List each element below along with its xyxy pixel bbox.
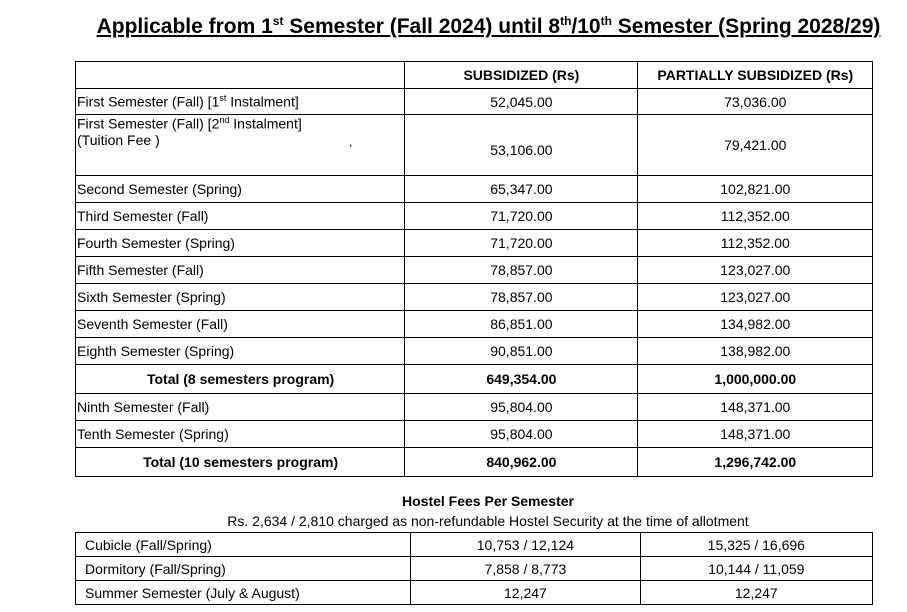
header-partially-subsidized: PARTIALLY SUBSIDIZED (Rs) <box>637 62 872 89</box>
total-row-8-semesters <box>76 365 873 394</box>
row-label: Fourth Semester (Spring) <box>76 230 405 257</box>
semester-fees-table <box>75 61 873 477</box>
partial-value: 10,144 / 11,059 <box>640 557 872 581</box>
table-row <box>76 284 873 311</box>
table-row <box>76 581 873 605</box>
subsidized-value: 12,247 <box>411 581 640 605</box>
row-label: Summer Semester (July & August) <box>76 581 411 605</box>
partial-value: 112,352.00 <box>637 203 872 230</box>
subsidized-value: 71,720.00 <box>405 203 637 230</box>
partial-value: 148,371.00 <box>637 394 872 421</box>
total-partial: 1,000,000.00 <box>637 365 872 394</box>
partial-value: 15,325 / 16,696 <box>640 533 872 557</box>
subsidized-value: 86,851.00 <box>405 311 637 338</box>
partial-value: 148,371.00 <box>637 421 872 448</box>
table-row <box>76 176 873 203</box>
partial-value: 112,352.00 <box>637 230 872 257</box>
row-label: Seventh Semester (Fall) <box>76 311 405 338</box>
partial-value: 134,982.00 <box>637 311 872 338</box>
subsidized-value: 52,045.00 <box>405 89 637 115</box>
row-label: Fifth Semester (Fall) <box>76 257 405 284</box>
subsidized-value: 10,753 / 12,124 <box>411 533 640 557</box>
row-label: First Semester (Fall) [2nd Instalment] (Tuition Fee ) , <box>76 115 405 176</box>
partial-value: 123,027.00 <box>637 284 872 311</box>
table-row <box>76 338 873 365</box>
subsidized-value: 95,804.00 <box>405 394 637 421</box>
hostel-security-note: Rs. 2,634 / 2,810 charged as non-refundable Hostel Security at the time of allotment <box>227 513 749 529</box>
total-label: Total (10 semesters program) <box>76 448 405 477</box>
stray-mark: , <box>349 135 353 149</box>
total-subsidized: 840,962.00 <box>405 448 637 477</box>
subsidized-value: 95,804.00 <box>405 421 637 448</box>
hostel-fees-heading: Hostel Fees Per Semester <box>402 493 574 509</box>
total-row-10-semesters <box>76 448 873 477</box>
table-row <box>76 421 873 448</box>
partial-value: 123,027.00 <box>637 257 872 284</box>
header-empty-cell <box>76 62 405 89</box>
table-row <box>76 257 873 284</box>
row-label: Cubicle (Fall/Spring) <box>76 533 411 557</box>
table-row <box>76 533 873 557</box>
subsidized-value: 65,347.00 <box>405 176 637 203</box>
row-label: Third Semester (Fall) <box>76 203 405 230</box>
partial-value: 12,247 <box>640 581 872 605</box>
total-partial: 1,296,742.00 <box>637 448 872 477</box>
table-row <box>76 115 873 176</box>
row-label: Dormitory (Fall/Spring) <box>76 557 411 581</box>
table-row <box>76 230 873 257</box>
table-row <box>76 89 873 115</box>
subsidized-value: 90,851.00 <box>405 338 637 365</box>
header-subsidized: SUBSIDIZED (Rs) <box>405 62 637 89</box>
total-label: Total (8 semesters program) <box>76 365 405 394</box>
page-title: Applicable from 1st Semester (Fall 2024) until 8th/10th Semester (Spring 2028/29) <box>96 14 881 38</box>
partial-value: 102,821.00 <box>637 176 872 203</box>
row-label: Second Semester (Spring) <box>76 176 405 203</box>
table-header-row <box>76 62 873 89</box>
partial-value: 138,982.00 <box>637 338 872 365</box>
table-row <box>76 311 873 338</box>
subsidized-value: 78,857.00 <box>405 284 637 311</box>
partial-value: 79,421.00 <box>637 115 872 176</box>
table-row <box>76 557 873 581</box>
total-subsidized: 649,354.00 <box>405 365 637 394</box>
subsidized-value: 71,720.00 <box>405 230 637 257</box>
row-label: Tenth Semester (Spring) <box>76 421 405 448</box>
subsidized-value: 7,858 / 8,773 <box>411 557 640 581</box>
table-row <box>76 394 873 421</box>
table-row <box>76 203 873 230</box>
subsidized-value: 53,106.00 <box>405 115 637 176</box>
hostel-fees-table <box>75 532 873 605</box>
row-label: Sixth Semester (Spring) <box>76 284 405 311</box>
subsidized-value: 78,857.00 <box>405 257 637 284</box>
row-label: Eighth Semester (Spring) <box>76 338 405 365</box>
partial-value: 73,036.00 <box>637 89 872 115</box>
row-label: Ninth Semester (Fall) <box>76 394 405 421</box>
row-label: First Semester (Fall) [1st Instalment] <box>76 89 405 115</box>
